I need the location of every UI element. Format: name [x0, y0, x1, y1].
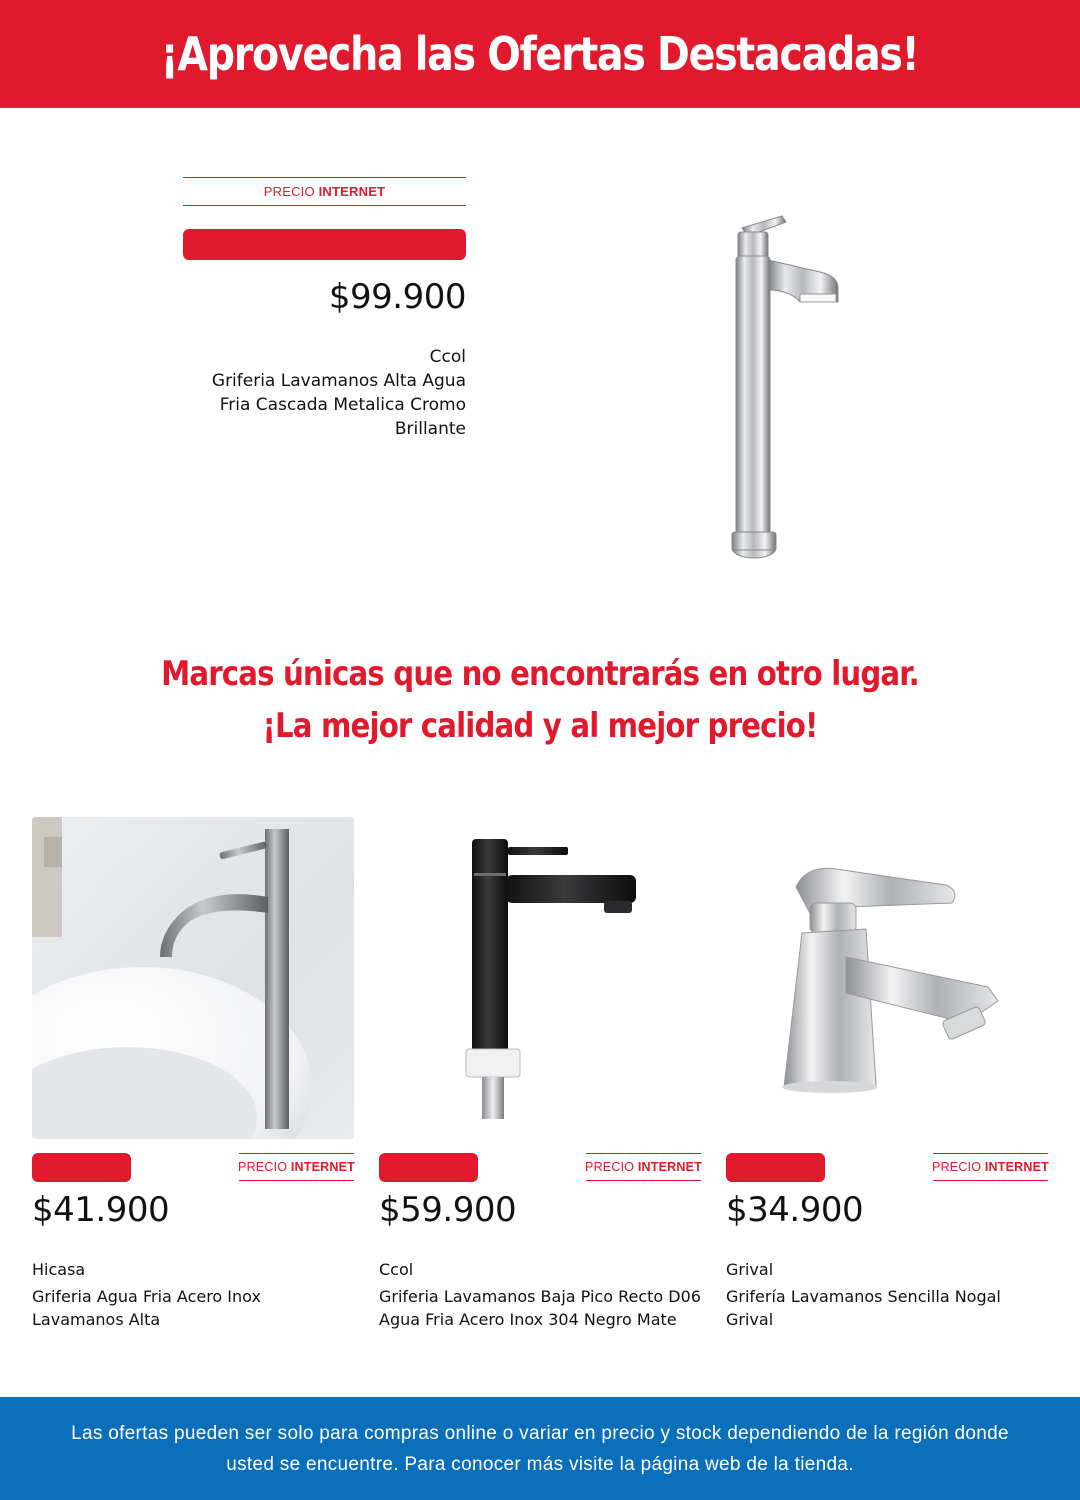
black-faucet-icon — [379, 817, 701, 1139]
header-title: ¡Aprovecha las Ofertas Destacadas! — [161, 27, 919, 81]
chrome-lever-faucet-image[interactable] — [726, 817, 1048, 1139]
precio-strong: INTERNET — [318, 184, 386, 199]
precio-internet-label — [586, 1153, 701, 1181]
product-name[interactable]: Griferia Lavamanos Baja Pico Recto D06 Agua Fria Acero Inox 304 Negro Mate — [379, 1287, 701, 1329]
product-price: $41.900 — [32, 1190, 170, 1230]
product-card[interactable] — [726, 817, 1048, 1331]
discount-badge — [379, 1153, 478, 1182]
discount-badge — [726, 1153, 825, 1182]
steel-faucet-sink-image[interactable] — [32, 817, 354, 1139]
tall-chrome-faucet-image[interactable] — [690, 210, 850, 570]
precio-strong: INTERNET — [984, 1160, 1049, 1174]
disclaimer-text: Las ofertas pueden ser solo para compras online o variar en precio y stock dependiendo de la región donde usted se encuentre. Para conocer más visite la página web de la tienda. — [71, 1422, 1009, 1475]
tagline-line2: ¡La mejor calidad y al mejor precio! — [262, 706, 818, 746]
featured-product-name[interactable]: Griferia Lavamanos Alta Agua Fria Cascada Metalica Cromo Brillante — [211, 371, 466, 439]
product-price: $59.900 — [379, 1190, 517, 1230]
product-name[interactable]: Griferia Agua Fria Acero Inox Lavamanos Alta — [32, 1287, 261, 1329]
precio-internet-label — [183, 177, 466, 206]
precio-prefix: PRECIO — [585, 1160, 635, 1174]
steel-faucet-sink-icon — [32, 817, 354, 1139]
precio-prefix: PRECIO — [238, 1160, 288, 1174]
precio-prefix: PRECIO — [932, 1160, 982, 1174]
product-card[interactable] — [32, 817, 354, 1331]
featured-product[interactable] — [183, 177, 466, 441]
precio-strong: INTERNET — [290, 1160, 355, 1174]
promo-header — [0, 0, 1080, 108]
featured-brand: Ccol — [429, 347, 466, 367]
chrome-lever-faucet-icon — [726, 817, 1048, 1139]
product-price: $34.900 — [726, 1190, 864, 1230]
product-name[interactable]: Grifería Lavamanos Sencilla Nogal Grival — [726, 1287, 1001, 1329]
disclaimer-footer — [0, 1397, 1080, 1500]
product-card[interactable] — [379, 817, 701, 1331]
precio-strong: INTERNET — [637, 1160, 702, 1174]
black-faucet-image[interactable] — [379, 817, 701, 1139]
discount-badge — [32, 1153, 131, 1182]
tagline — [0, 648, 1080, 752]
precio-internet-label — [239, 1153, 354, 1181]
tall-chrome-faucet-icon — [690, 210, 850, 570]
product-brand: Grival — [726, 1260, 774, 1279]
discount-badge — [183, 229, 466, 260]
product-brand: Ccol — [379, 1260, 414, 1279]
tagline-line1: Marcas únicas que no encontrarás en otro lugar. — [161, 654, 919, 694]
precio-internet-label — [933, 1153, 1048, 1181]
precio-prefix: PRECIO — [263, 184, 315, 199]
product-brand: Hicasa — [32, 1260, 86, 1279]
featured-price: $99.900 — [328, 277, 466, 317]
